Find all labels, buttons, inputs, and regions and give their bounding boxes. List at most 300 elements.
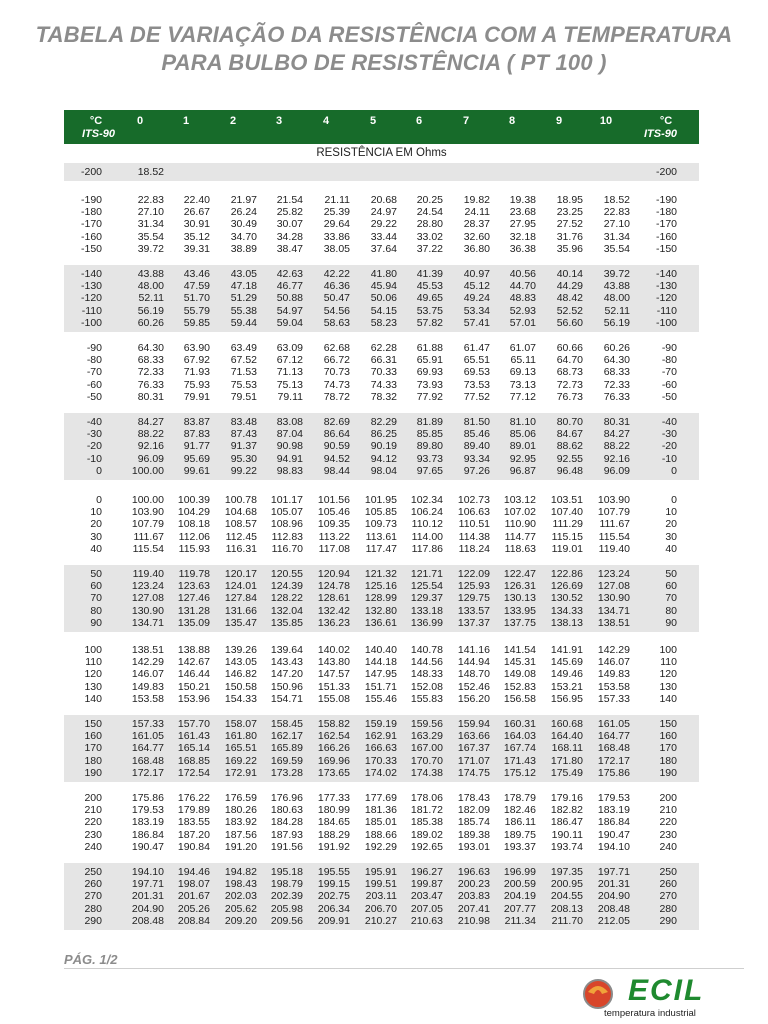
resistance-cell: 132.04 — [270, 604, 303, 617]
table-row — [64, 506, 699, 518]
row-temp-left: -170 — [80, 218, 102, 231]
resistance-cell: 149.08 — [503, 668, 536, 681]
row-temp-right: 140 — [659, 692, 677, 705]
resistance-cell: 191.20 — [224, 840, 257, 853]
resistance-cell: 211.34 — [504, 914, 536, 927]
resistance-cell: 178.79 — [503, 792, 536, 804]
resistance-cell: 88.62 — [556, 440, 583, 453]
resistance-cell: 158.45 — [270, 718, 303, 730]
resistance-cell: 192.65 — [410, 840, 443, 853]
row-temp-right: 220 — [659, 816, 677, 829]
resistance-cell: 209.20 — [224, 914, 257, 927]
table-row — [64, 366, 699, 378]
resistance-cell: 109.35 — [317, 518, 350, 531]
resistance-cell: 108.18 — [177, 518, 210, 531]
table-row — [64, 592, 699, 604]
resistance-cell: 79.51 — [230, 390, 257, 403]
resistance-cell: 189.38 — [457, 828, 490, 841]
resistance-cell: 93.34 — [463, 452, 490, 465]
table-row — [64, 617, 699, 629]
table-block — [64, 491, 699, 558]
row-temp-right: -140 — [655, 268, 677, 280]
table-block — [64, 413, 699, 480]
resistance-cell: 127.08 — [131, 592, 164, 605]
resistance-cell: 178.06 — [410, 792, 443, 804]
resistance-cell: 208.13 — [550, 902, 583, 915]
resistance-cell: 50.88 — [276, 292, 303, 305]
row-temp-right: 40 — [665, 542, 677, 555]
table-row — [64, 206, 699, 218]
resistance-cell: 50.47 — [323, 292, 350, 305]
resistance-cell: 46.36 — [323, 280, 350, 293]
resistance-cell: 208.48 — [597, 902, 630, 915]
resistance-cell: 109.73 — [364, 518, 397, 531]
resistance-cell: 153.58 — [597, 680, 630, 693]
resistance-cell: 156.20 — [457, 692, 490, 705]
row-temp-right: 0 — [671, 494, 677, 506]
resistance-cell: 203.83 — [457, 890, 490, 903]
resistance-cell: 56.19 — [137, 304, 164, 317]
row-temp-right: 60 — [665, 580, 677, 593]
row-temp-left: 190 — [84, 766, 102, 779]
resistance-cell: 103.51 — [550, 494, 583, 506]
resistance-cell: 21.11 — [324, 194, 350, 206]
row-temp-left: 200 — [84, 792, 102, 804]
resistance-cell: 128.22 — [270, 592, 303, 605]
resistance-cell: 135.09 — [177, 616, 210, 629]
resistance-cell: 83.87 — [183, 416, 210, 428]
resistance-cell: 183.19 — [131, 816, 164, 829]
resistance-cell: 152.08 — [410, 680, 443, 693]
resistance-cell: 110.51 — [458, 518, 490, 531]
row-temp-right: 130 — [659, 680, 677, 693]
resistance-cell: 176.22 — [177, 792, 210, 804]
table-row — [64, 518, 699, 530]
resistance-cell: 167.00 — [410, 742, 443, 755]
resistance-cell: 161.05 — [131, 730, 164, 743]
row-temp-left: 230 — [84, 828, 102, 841]
resistance-cell: 168.48 — [597, 742, 630, 755]
resistance-cell: 92.55 — [556, 452, 583, 465]
resistance-cell: 124.78 — [317, 580, 350, 593]
row-temp-right: 0 — [671, 464, 677, 477]
page-title-line-2: PARA BULBO DE RESISTÊNCIA ( PT 100 ) — [161, 50, 607, 75]
resistance-cell: 46.77 — [276, 280, 303, 293]
resistance-cell: 194.10 — [597, 840, 630, 853]
row-temp-right: -40 — [661, 416, 677, 428]
resistance-cell: 188.66 — [364, 828, 397, 841]
resistance-cell: 196.99 — [503, 866, 536, 878]
resistance-cell: 138.51 — [131, 644, 164, 656]
row-temp-left: 240 — [84, 840, 102, 853]
row-temp-left: 280 — [84, 902, 102, 915]
resistance-cell: 116.31 — [225, 542, 257, 555]
table-row — [64, 730, 699, 742]
resistance-cell: 77.12 — [509, 390, 536, 403]
row-temp-right: -90 — [661, 342, 677, 354]
resistance-cell: 117.86 — [411, 542, 443, 555]
resistance-cell: 178.43 — [457, 792, 490, 804]
row-temp-left: -40 — [86, 416, 102, 428]
resistance-cell: 85.46 — [463, 428, 490, 441]
row-temp-right: 20 — [665, 518, 677, 531]
resistance-cell: 65.51 — [463, 354, 490, 367]
resistance-cell: 77.92 — [416, 390, 443, 403]
resistance-cell: 154.33 — [224, 692, 257, 705]
row-temp-right: -120 — [655, 292, 677, 305]
resistance-cell: 172.17 — [597, 754, 630, 767]
resistance-cell: 31.76 — [556, 230, 583, 243]
resistance-cell: 44.29 — [556, 280, 583, 293]
resistance-cell: 198.07 — [177, 878, 210, 891]
resistance-cell: 83.08 — [276, 416, 303, 428]
resistance-cell: 100.78 — [224, 494, 257, 506]
resistance-cell: 77.52 — [463, 390, 490, 403]
resistance-cell: 146.07 — [597, 656, 630, 669]
resistance-cell: 150.21 — [177, 680, 210, 693]
resistance-cell: 94.12 — [370, 452, 397, 465]
resistance-cell: 63.90 — [183, 342, 210, 354]
resistance-cell: 115.54 — [598, 530, 630, 543]
resistance-cell: 27.52 — [556, 218, 583, 231]
resistance-cell: 193.01 — [457, 840, 490, 853]
resistance-cell: 76.33 — [137, 378, 164, 391]
resistance-cell: 50.06 — [370, 292, 397, 305]
resistance-cell: 73.53 — [463, 378, 490, 391]
resistance-cell: 53.75 — [416, 304, 443, 317]
row-temp-right: 10 — [665, 506, 677, 519]
resistance-cell: 72.73 — [556, 378, 583, 391]
footer-divider — [64, 968, 744, 969]
resistance-cell: 180.63 — [270, 804, 303, 817]
resistance-cell: 67.12 — [276, 354, 303, 367]
resistance-cell: 117.47 — [365, 542, 397, 555]
resistance-cell: 209.91 — [317, 914, 350, 927]
resistance-cell: 65.91 — [416, 354, 443, 367]
resistance-cell: 75.93 — [183, 378, 210, 391]
page-number: PÁG. 1/2 — [64, 952, 118, 967]
resistance-cell: 71.53 — [230, 366, 257, 379]
resistance-cell: 103.90 — [131, 506, 164, 519]
resistance-cell: 74.33 — [370, 378, 397, 391]
row-temp-left: -130 — [80, 280, 102, 293]
resistance-cell: 115.54 — [132, 542, 164, 555]
resistance-cell: 38.05 — [323, 242, 350, 255]
resistance-cell: 153.21 — [550, 680, 583, 693]
resistance-cell: 57.01 — [509, 316, 536, 329]
resistance-cell: 40.56 — [509, 268, 536, 280]
row-temp-left: 120 — [84, 668, 102, 681]
resistance-cell: 138.13 — [550, 616, 583, 629]
resistance-cell: 45.94 — [370, 280, 397, 293]
resistance-cell: 95.69 — [183, 452, 210, 465]
resistance-cell: 111.67 — [133, 530, 164, 543]
row-temp-right: -180 — [655, 206, 677, 219]
resistance-cell: 23.68 — [509, 206, 536, 219]
row-temp-left: -30 — [86, 428, 102, 441]
resistance-cell: 81.10 — [509, 416, 536, 428]
resistance-cell: 147.20 — [270, 668, 303, 681]
resistance-cell: 24.11 — [464, 206, 490, 219]
resistance-cell: 191.56 — [270, 840, 303, 853]
resistance-cell: 27.95 — [509, 218, 536, 231]
resistance-cell: 104.68 — [224, 506, 257, 519]
resistance-cell: 62.28 — [370, 342, 397, 354]
table-row — [64, 841, 699, 853]
resistance-cell: 129.37 — [410, 592, 443, 605]
resistance-cell: 75.13 — [276, 378, 303, 391]
resistance-cell: 54.15 — [370, 304, 397, 317]
resistance-cell: 201.31 — [131, 890, 164, 903]
row-temp-left: -140 — [80, 268, 102, 280]
resistance-cell: 59.04 — [276, 316, 303, 329]
row-temp-left: -120 — [80, 292, 102, 305]
resistance-cell: 81.89 — [416, 416, 443, 428]
resistance-cell: 18.95 — [556, 194, 583, 206]
row-temp-right: -80 — [661, 354, 677, 367]
resistance-cell: 131.66 — [224, 604, 257, 617]
resistance-cell: 102.34 — [410, 494, 443, 506]
resistance-cell: 102.73 — [457, 494, 490, 506]
table-header — [64, 110, 699, 144]
resistance-cell: 202.03 — [224, 890, 257, 903]
table-row — [64, 878, 699, 890]
resistance-cell: 143.80 — [317, 656, 350, 669]
resistance-cell: 179.53 — [131, 804, 164, 817]
row-temp-left: 210 — [84, 804, 102, 817]
resistance-cell: 149.83 — [597, 668, 630, 681]
resistance-cell: 62.68 — [323, 342, 350, 354]
row-temp-right: -110 — [656, 304, 677, 317]
resistance-cell: 206.70 — [364, 902, 397, 915]
resistance-cell: 132.42 — [317, 604, 350, 617]
resistance-cell: 139.26 — [224, 644, 257, 656]
resistance-cell: 158.82 — [317, 718, 350, 730]
resistance-cell: 123.63 — [177, 580, 210, 593]
resistance-cell: 129.75 — [457, 592, 490, 605]
row-temp-right: 70 — [665, 592, 677, 605]
resistance-cell: 41.80 — [370, 268, 397, 280]
resistance-cell: 93.73 — [416, 452, 443, 465]
resistance-cell: 35.54 — [137, 230, 164, 243]
resistance-cell: 35.54 — [603, 242, 630, 255]
row-temp-right: 160 — [659, 730, 677, 743]
table-block — [64, 641, 699, 708]
resistance-cell: 161.43 — [177, 730, 210, 743]
resistance-cell: 80.31 — [603, 416, 630, 428]
row-temp-right: 90 — [665, 616, 677, 629]
resistance-cell: 136.23 — [317, 616, 350, 629]
resistance-cell: 38.89 — [230, 242, 257, 255]
resistance-cell: 91.37 — [230, 440, 257, 453]
resistance-cell: 207.41 — [457, 902, 490, 915]
resistance-cell: 147.95 — [364, 668, 397, 681]
resistance-cell: 194.46 — [177, 866, 210, 878]
row-temp-right: -10 — [661, 452, 677, 465]
table-row — [64, 280, 699, 292]
row-temp-left: 250 — [84, 866, 102, 878]
header-column-7: 7 — [462, 115, 470, 127]
resistance-cell: 86.25 — [370, 428, 397, 441]
resistance-cell: 51.29 — [230, 292, 257, 305]
resistance-cell: 199.15 — [317, 878, 350, 891]
resistance-cell: 132.80 — [364, 604, 397, 617]
table-row — [64, 656, 699, 668]
resistance-cell: 165.51 — [224, 742, 257, 755]
resistance-cell: 211.70 — [551, 914, 583, 927]
row-temp-right: 100 — [659, 644, 677, 656]
resistance-cell: 51.70 — [183, 292, 210, 305]
row-temp-right: 230 — [659, 828, 677, 841]
resistance-cell: 174.02 — [364, 766, 397, 779]
resistance-cell: 181.72 — [410, 804, 443, 817]
resistance-cell: 84.67 — [556, 428, 583, 441]
resistance-cell: 184.28 — [270, 816, 303, 829]
resistance-cell: 125.16 — [364, 580, 397, 593]
resistance-cell: 136.61 — [364, 616, 397, 629]
resistance-cell: 121.71 — [410, 568, 443, 580]
resistance-cell: 207.05 — [410, 902, 443, 915]
resistance-cell: 98.44 — [323, 464, 350, 477]
resistance-cell: 157.33 — [597, 692, 630, 705]
resistance-cell: 88.22 — [603, 440, 630, 453]
table-row — [64, 718, 699, 730]
resistance-cell: 167.74 — [503, 742, 536, 755]
resistance-cell: 69.53 — [463, 366, 490, 379]
resistance-cell: 166.63 — [364, 742, 397, 755]
table-row — [64, 903, 699, 915]
resistance-cell: 44.70 — [509, 280, 536, 293]
resistance-cell: 180.99 — [317, 804, 350, 817]
resistance-cell: 208.48 — [131, 914, 164, 927]
resistance-cell: 90.98 — [276, 440, 303, 453]
resistance-cell: 146.82 — [224, 668, 257, 681]
resistance-cell: 22.83 — [603, 206, 630, 219]
resistance-cell: 185.74 — [457, 816, 490, 829]
resistance-cell: 98.04 — [370, 464, 397, 477]
resistance-cell: 149.83 — [131, 680, 164, 693]
resistance-cell: 122.09 — [457, 568, 490, 580]
resistance-cell: 174.75 — [457, 766, 490, 779]
resistance-cell: 80.70 — [556, 416, 583, 428]
resistance-cell: 128.99 — [364, 592, 397, 605]
resistance-cell: 126.69 — [550, 580, 583, 593]
resistance-cell: 182.09 — [457, 804, 490, 817]
resistance-cell: 127.08 — [597, 580, 630, 593]
resistance-cell: 125.54 — [410, 580, 443, 593]
row-temp-left: 150 — [84, 718, 102, 730]
table-row — [64, 416, 699, 428]
table-row — [64, 866, 699, 878]
resistance-cell: 24.54 — [416, 206, 443, 219]
resistance-cell: 199.87 — [410, 878, 443, 891]
resistance-cell: 140.40 — [364, 644, 397, 656]
resistance-cell: 153.96 — [177, 692, 210, 705]
table-block — [64, 191, 699, 258]
resistance-cell: 148.33 — [410, 668, 443, 681]
resistance-cell: 20.25 — [416, 194, 443, 206]
resistance-cell: 134.71 — [597, 604, 630, 617]
resistance-cell: 118.63 — [504, 542, 536, 555]
resistance-cell: 146.44 — [177, 668, 210, 681]
row-temp-right: 190 — [659, 766, 677, 779]
resistance-cell: 31.34 — [137, 218, 164, 231]
row-temp-left: 140 — [84, 692, 102, 705]
resistance-cell: 167.37 — [457, 742, 490, 755]
resistance-cell: 23.25 — [556, 206, 583, 219]
row-temp-right: 200 — [659, 792, 677, 804]
resistance-cell: 205.98 — [270, 902, 303, 915]
header-column-1: 1 — [182, 115, 190, 127]
resistance-cell: 169.59 — [270, 754, 303, 767]
resistance-cell: 105.85 — [364, 506, 397, 519]
resistance-cell: 34.70 — [230, 230, 257, 243]
resistance-cell: 97.65 — [416, 464, 443, 477]
header-unit-right: °C — [659, 115, 673, 127]
resistance-cell: 115.93 — [178, 542, 210, 555]
resistance-cell: 25.82 — [276, 206, 303, 219]
resistance-cell: 165.14 — [177, 742, 210, 755]
row-temp-left: 30 — [90, 530, 102, 543]
row-temp-left: -10 — [86, 452, 102, 465]
brand-name: ECIL — [628, 974, 705, 1007]
resistance-cell: 160.31 — [503, 718, 536, 730]
table-row — [64, 531, 699, 543]
page-title-line-1: TABELA DE VARIAÇÃO DA RESISTÊNCIA COM A TEMPERATURA — [35, 22, 733, 47]
resistance-cell: 174.38 — [410, 766, 443, 779]
row-temp-right: 120 — [659, 668, 677, 681]
resistance-cell: 183.55 — [177, 816, 210, 829]
header-scale-left: ITS-90 — [82, 128, 116, 140]
row-temp-left: 100 — [84, 644, 102, 656]
resistance-cell: 158.07 — [224, 718, 257, 730]
resistance-cell: 175.49 — [550, 766, 583, 779]
table-row — [64, 292, 699, 304]
resistance-cell: 202.75 — [317, 890, 350, 903]
resistance-cell: 186.84 — [131, 828, 164, 841]
resistance-cell: 172.91 — [224, 766, 257, 779]
resistance-cell: 96.48 — [556, 464, 583, 477]
resistance-cell: 97.26 — [463, 464, 490, 477]
table-block — [64, 265, 699, 332]
row-temp-right: -100 — [655, 316, 677, 329]
resistance-cell: 18.52 — [137, 166, 164, 178]
table-row — [64, 305, 699, 317]
resistance-cell: 188.29 — [317, 828, 350, 841]
row-temp-right: -130 — [655, 280, 677, 293]
resistance-cell: 79.11 — [277, 390, 303, 403]
resistance-cell: 47.18 — [230, 280, 257, 293]
resistance-cell: 209.56 — [270, 914, 303, 927]
resistance-cell: 190.84 — [177, 840, 210, 853]
resistance-cell: 64.70 — [556, 354, 583, 367]
table-row — [64, 354, 699, 366]
resistance-cell: 187.20 — [177, 828, 210, 841]
resistance-cell: 96.09 — [137, 452, 164, 465]
resistance-cell: 119.01 — [551, 542, 583, 555]
resistance-cell: 111.29 — [552, 518, 583, 531]
resistance-cell: 26.24 — [230, 206, 257, 219]
resistance-cell: 204.55 — [550, 890, 583, 903]
resistance-cell: 113.61 — [365, 530, 397, 543]
resistance-cell: 143.43 — [270, 656, 303, 669]
resistance-cell: 87.04 — [276, 428, 303, 441]
resistance-cell: 139.64 — [270, 644, 303, 656]
resistance-cell: 190.47 — [131, 840, 164, 853]
resistance-cell: 89.40 — [463, 440, 490, 453]
header-column-4: 4 — [322, 115, 330, 127]
resistance-cell: 112.06 — [178, 530, 210, 543]
